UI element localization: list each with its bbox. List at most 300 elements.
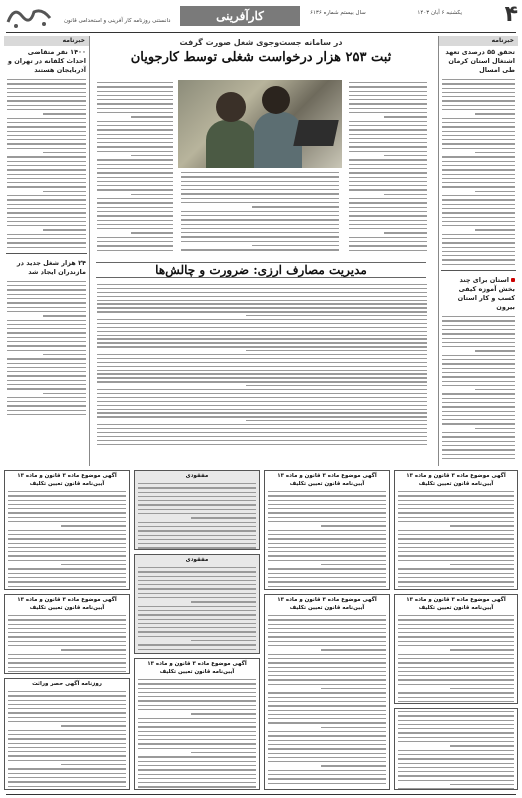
text-line	[7, 182, 86, 183]
text-line	[138, 567, 256, 568]
text-line	[97, 424, 427, 425]
text-line	[268, 641, 386, 642]
text-line	[442, 259, 515, 260]
text-line	[398, 504, 514, 505]
text-line	[8, 730, 126, 731]
text-line	[138, 653, 256, 654]
text-line	[97, 224, 173, 225]
text-line	[7, 126, 86, 127]
text-line	[398, 517, 514, 518]
text-line	[7, 371, 86, 372]
text-line	[8, 619, 126, 620]
text-line	[268, 710, 386, 711]
text-line	[8, 508, 126, 509]
brief-body	[4, 279, 89, 418]
text-line	[7, 328, 86, 329]
text-line	[97, 428, 427, 429]
legal-ad	[134, 658, 260, 790]
text-line	[398, 728, 514, 729]
text-line	[442, 342, 515, 343]
text-line	[349, 215, 427, 216]
text-line	[442, 247, 515, 248]
text-line	[8, 662, 126, 663]
text-line	[442, 182, 515, 183]
text-line	[398, 667, 514, 668]
main-story-text	[178, 170, 342, 258]
text-line	[138, 547, 256, 548]
text-line	[97, 103, 173, 104]
text-line	[398, 715, 514, 716]
text-line	[442, 208, 515, 209]
text-line	[442, 320, 515, 321]
brief-title: ۲۴ هزار شغل جدید در مازندران ایجاد شد	[16, 258, 86, 276]
left-news-column	[4, 36, 90, 466]
brief-body	[439, 314, 518, 461]
text-line	[138, 504, 256, 505]
text-line	[384, 194, 427, 195]
text-line	[442, 169, 515, 170]
text-line	[138, 743, 256, 744]
legal-ad	[4, 470, 130, 590]
text-line	[138, 509, 256, 510]
text-line	[442, 100, 515, 101]
issue-line: سال بیستم شماره ۶۱۳۶	[310, 10, 366, 16]
text-line	[268, 538, 386, 539]
text-line	[43, 354, 86, 355]
text-line	[349, 99, 427, 100]
text-line	[8, 734, 126, 735]
text-line	[7, 225, 86, 226]
text-line	[138, 692, 256, 693]
text-line	[450, 564, 514, 565]
text-line	[268, 495, 386, 496]
text-line	[442, 449, 515, 450]
text-line	[398, 512, 514, 513]
text-line	[97, 211, 173, 212]
text-line	[268, 662, 386, 663]
text-line	[398, 658, 514, 659]
text-line	[97, 335, 427, 336]
text-line	[442, 372, 515, 373]
text-line	[43, 113, 86, 114]
text-line	[398, 495, 514, 496]
ad-title: آگهی موضوع ماده ۳ قانون و ماده ۱۳ آیین‌نامه قانون تعیین تکلیف	[406, 597, 506, 611]
text-line	[97, 112, 173, 113]
text-line	[138, 483, 256, 484]
text-line	[321, 564, 386, 565]
text-line	[7, 410, 86, 411]
text-line	[349, 129, 427, 130]
text-line	[268, 714, 386, 715]
text-line	[349, 198, 427, 199]
text-line	[8, 491, 126, 492]
text-line	[7, 131, 86, 132]
text-line	[191, 640, 256, 641]
text-line	[8, 577, 126, 578]
text-line	[7, 397, 86, 398]
text-line	[268, 551, 386, 552]
text-line	[8, 555, 126, 556]
text-line	[138, 619, 256, 620]
text-line	[97, 99, 173, 100]
text-line	[442, 363, 515, 364]
text-line	[97, 159, 173, 160]
text-line	[398, 750, 514, 751]
legal-ad	[394, 470, 518, 590]
text-line	[7, 289, 86, 290]
text-line	[252, 206, 339, 207]
legal-ad	[4, 594, 130, 674]
text-line	[97, 189, 173, 190]
text-line	[7, 341, 86, 342]
brief-body	[4, 77, 89, 250]
text-line	[8, 547, 126, 548]
text-line	[8, 658, 126, 659]
square-bullet-icon	[511, 278, 515, 282]
text-line	[7, 281, 86, 282]
text-line	[442, 458, 515, 459]
text-line	[8, 755, 126, 756]
text-line	[349, 224, 427, 225]
text-line	[349, 164, 427, 165]
text-line	[131, 155, 173, 156]
text-line	[442, 217, 515, 218]
text-line	[442, 423, 515, 424]
text-line	[268, 521, 386, 522]
text-line	[398, 684, 514, 685]
text-line	[475, 389, 515, 390]
main-story-text	[346, 80, 430, 258]
text-line	[442, 385, 515, 386]
text-line	[8, 691, 126, 692]
text-line	[97, 338, 427, 339]
text-line	[475, 229, 515, 230]
text-line	[268, 586, 386, 587]
text-line	[7, 388, 86, 389]
text-line	[8, 781, 126, 782]
text-line	[8, 543, 126, 544]
text-line	[181, 249, 339, 250]
main-headline: ثبت ۲۵۳ هزار درخواست شغلی توسط کارجویان	[130, 50, 392, 65]
text-line	[475, 350, 515, 351]
text-line	[268, 624, 386, 625]
text-line	[138, 722, 256, 723]
text-line	[442, 199, 515, 200]
text-line	[8, 721, 126, 722]
text-line	[268, 705, 386, 706]
text-line	[97, 172, 173, 173]
text-line	[7, 156, 86, 157]
text-line	[268, 581, 386, 582]
text-line	[349, 241, 427, 242]
text-line	[8, 538, 126, 539]
text-line	[138, 782, 256, 783]
text-line	[43, 229, 86, 230]
header-rule	[6, 32, 516, 33]
brief-title: ۱۴۰۰ نفر متقاضی احداث کلفانه در تهران و آذربایجان هستند	[7, 48, 86, 74]
text-line	[7, 234, 86, 235]
text-line	[349, 95, 427, 96]
text-line	[442, 88, 515, 89]
text-line	[349, 211, 427, 212]
text-line	[398, 758, 514, 759]
text-line	[97, 307, 427, 308]
text-line	[349, 237, 427, 238]
lost-notice-ad	[134, 554, 260, 654]
text-line	[268, 731, 386, 732]
text-line	[442, 264, 515, 265]
text-line	[97, 181, 173, 182]
text-line	[191, 601, 256, 602]
text-line	[181, 228, 339, 229]
text-line	[268, 500, 386, 501]
text-line	[268, 701, 386, 702]
text-line	[138, 597, 256, 598]
text-line	[8, 645, 126, 646]
text-line	[398, 530, 514, 531]
ad-title: مفقودی	[185, 557, 209, 563]
text-line	[97, 95, 173, 96]
text-line	[450, 688, 514, 689]
text-line	[442, 174, 515, 175]
text-line	[97, 319, 427, 320]
brief-body	[439, 77, 518, 267]
text-line	[398, 636, 514, 637]
text-line	[7, 186, 86, 187]
text-line	[398, 671, 514, 672]
text-line	[398, 767, 514, 768]
text-line	[384, 155, 427, 156]
text-line	[138, 593, 256, 594]
text-line	[97, 300, 427, 301]
text-line	[398, 555, 514, 556]
text-line	[398, 692, 514, 693]
text-line	[349, 103, 427, 104]
text-line	[398, 534, 514, 535]
text-line	[7, 324, 86, 325]
text-line	[268, 654, 386, 655]
text-line	[268, 517, 386, 518]
text-line	[398, 737, 514, 738]
text-line	[246, 385, 428, 386]
text-line	[442, 225, 515, 226]
text-line	[268, 504, 386, 505]
text-line	[442, 398, 515, 399]
text-line	[97, 125, 173, 126]
text-line	[7, 332, 86, 333]
text-line	[442, 359, 515, 360]
text-line	[349, 202, 427, 203]
text-line	[97, 358, 427, 359]
text-line	[7, 109, 86, 110]
text-line	[8, 777, 126, 778]
text-line	[450, 745, 514, 746]
text-line	[398, 701, 514, 702]
text-line	[97, 440, 427, 441]
text-line	[138, 487, 256, 488]
text-line	[8, 671, 126, 672]
text-line	[138, 696, 256, 697]
text-line	[268, 783, 386, 784]
text-line	[349, 172, 427, 173]
text-line	[138, 606, 256, 607]
opinion-body	[94, 282, 430, 466]
text-line	[442, 92, 515, 93]
text-line	[138, 513, 256, 514]
text-line	[398, 754, 514, 755]
text-line	[191, 713, 256, 714]
text-line	[442, 135, 515, 136]
text-line	[138, 726, 256, 727]
text-line	[97, 292, 427, 293]
text-line	[138, 718, 256, 719]
text-line	[268, 692, 386, 693]
text-line	[7, 148, 86, 149]
text-line	[398, 577, 514, 578]
text-line	[138, 765, 256, 766]
text-line	[97, 146, 173, 147]
text-line	[181, 202, 339, 203]
news-tag: خبرنامه	[439, 36, 518, 46]
text-line	[398, 521, 514, 522]
text-line	[8, 654, 126, 655]
text-line	[442, 346, 515, 347]
text-line	[181, 211, 339, 212]
text-line	[384, 116, 427, 117]
text-line	[442, 143, 515, 144]
tagline: دانستنی روزنامه کار آفرینی و استخدامی قانون	[64, 18, 171, 24]
text-line	[442, 96, 515, 97]
text-line	[97, 237, 173, 238]
text-line	[7, 96, 86, 97]
text-line	[442, 161, 515, 162]
text-line	[138, 644, 256, 645]
text-line	[268, 619, 386, 620]
text-line	[398, 560, 514, 561]
text-line	[349, 86, 427, 87]
text-line	[97, 138, 173, 139]
text-line	[475, 428, 515, 429]
text-line	[398, 741, 514, 742]
text-line	[7, 118, 86, 119]
text-line	[442, 109, 515, 110]
text-line	[442, 406, 515, 407]
text-line	[138, 688, 256, 689]
text-line	[268, 671, 386, 672]
text-line	[398, 679, 514, 680]
text-line	[7, 358, 86, 359]
text-line	[43, 315, 86, 316]
text-line	[442, 204, 515, 205]
text-line	[138, 774, 256, 775]
text-line	[268, 573, 386, 574]
text-line	[7, 298, 86, 299]
text-line	[450, 525, 514, 526]
text-line	[97, 284, 427, 285]
text-line	[97, 416, 427, 417]
text-line	[442, 195, 515, 196]
text-line	[138, 683, 256, 684]
text-line	[349, 177, 427, 178]
text-line	[8, 708, 126, 709]
text-line	[8, 712, 126, 713]
text-line	[181, 215, 339, 216]
text-line	[181, 198, 339, 199]
text-line	[138, 580, 256, 581]
text-line	[7, 208, 86, 209]
text-line	[442, 178, 515, 179]
text-line	[97, 185, 173, 186]
text-line	[7, 414, 86, 415]
text-line	[398, 491, 514, 492]
text-line	[268, 530, 386, 531]
text-line	[442, 316, 515, 317]
text-line	[8, 586, 126, 587]
text-line	[97, 436, 427, 437]
text-line	[8, 504, 126, 505]
text-line	[7, 178, 86, 179]
text-line	[138, 584, 256, 585]
brief-title-text: استان برای چند بخش آموزه کیفی کسب و کار استان بیرون	[457, 276, 515, 312]
text-line	[138, 522, 256, 523]
text-line	[97, 151, 173, 152]
text-line	[97, 327, 427, 328]
text-line	[349, 189, 427, 190]
legal-ad	[394, 594, 518, 704]
text-line	[450, 784, 514, 785]
text-line	[398, 500, 514, 501]
text-line	[442, 79, 515, 80]
text-line	[97, 389, 427, 390]
section-title: کارآفرینی	[180, 6, 300, 26]
text-line	[97, 134, 173, 135]
text-line	[7, 92, 86, 93]
text-line	[349, 151, 427, 152]
text-line	[138, 571, 256, 572]
text-line	[398, 538, 514, 539]
text-line	[131, 116, 173, 117]
text-line	[268, 761, 386, 762]
text-line	[398, 675, 514, 676]
text-line	[442, 411, 515, 412]
text-line	[7, 337, 86, 338]
text-line	[181, 185, 339, 186]
text-line	[138, 679, 256, 680]
text-line	[8, 743, 126, 744]
text-line	[97, 323, 427, 324]
text-line	[8, 534, 126, 535]
ad-title: آگهی موضوع ماده ۳ قانون و ماده ۱۳ آیین‌نامه قانون تعیین تکلیف	[147, 661, 247, 675]
legal-ad	[394, 708, 518, 790]
text-line	[8, 560, 126, 561]
text-line	[8, 773, 126, 774]
text-line	[97, 401, 427, 402]
text-line	[442, 415, 515, 416]
text-line	[97, 164, 173, 165]
text-line	[97, 296, 427, 297]
text-line	[191, 752, 256, 753]
text-line	[268, 722, 386, 723]
text-line	[7, 367, 86, 368]
text-line	[349, 168, 427, 169]
text-line	[398, 771, 514, 772]
text-line	[97, 129, 173, 130]
text-line	[349, 112, 427, 113]
text-line	[97, 288, 427, 289]
text-line	[8, 568, 126, 569]
text-line	[246, 315, 428, 316]
text-line	[138, 610, 256, 611]
